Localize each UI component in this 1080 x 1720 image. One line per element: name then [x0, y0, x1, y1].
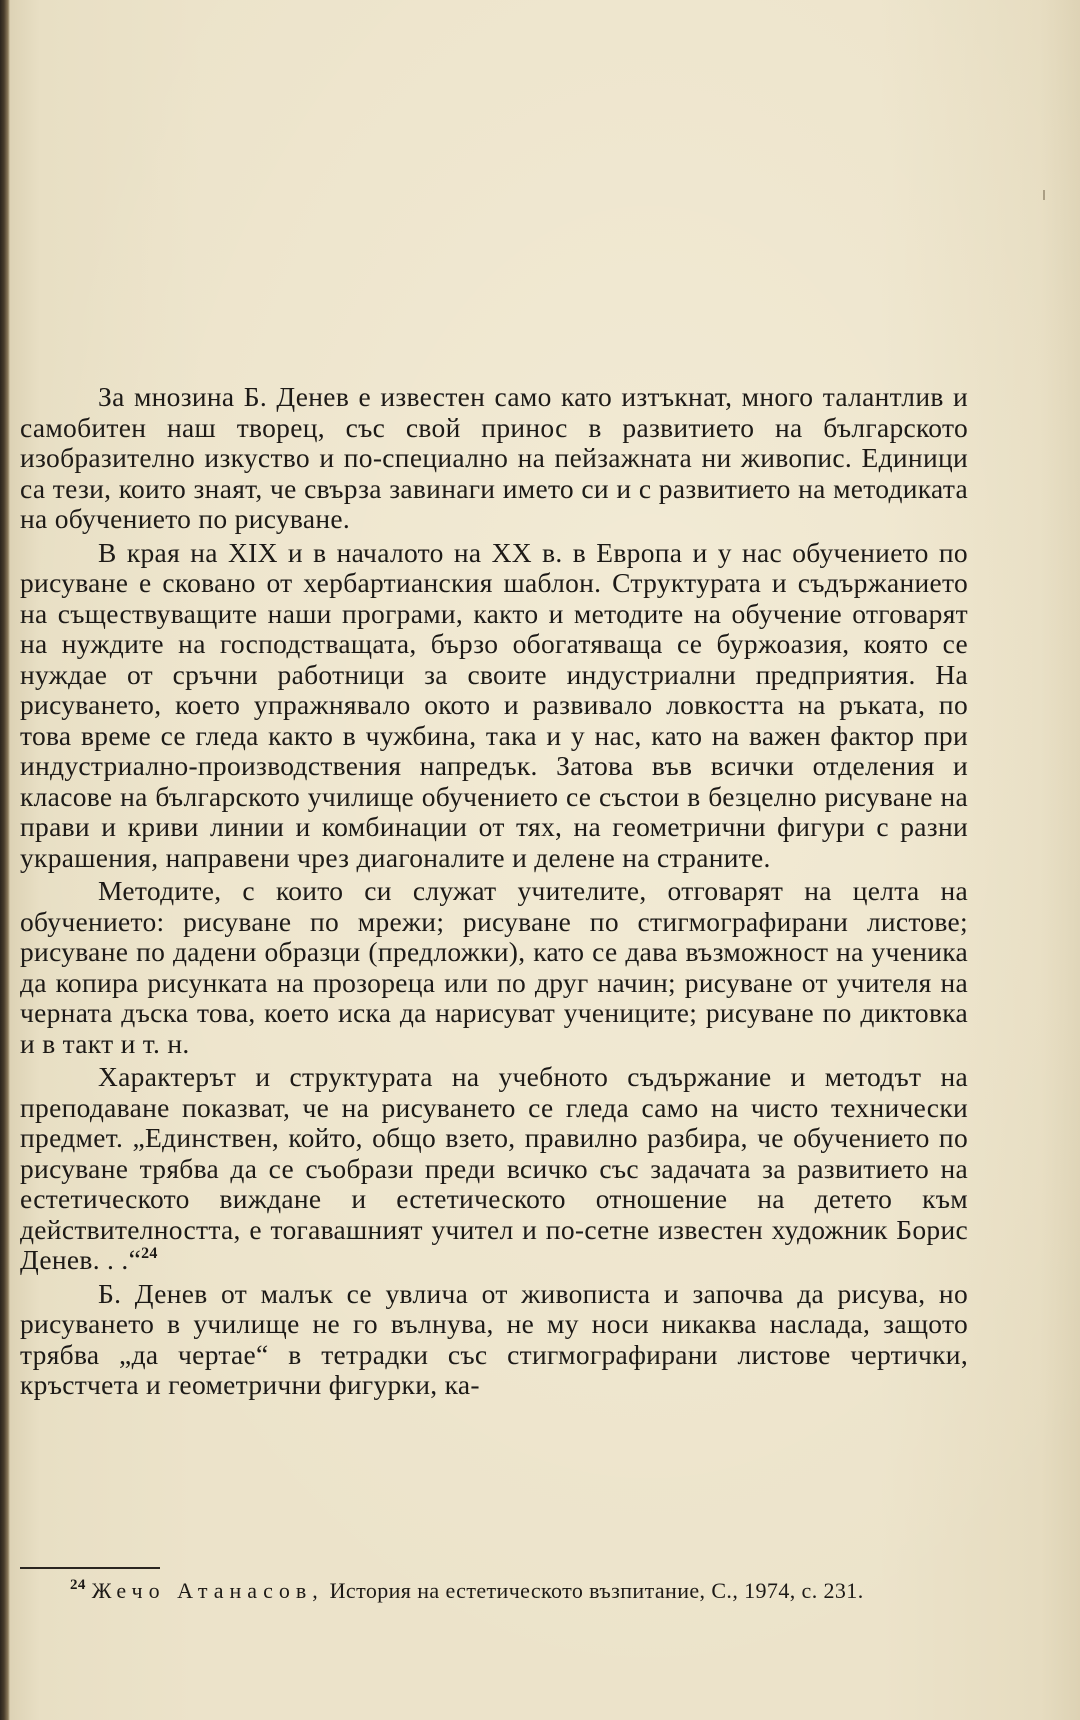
paragraph-text: Характерът и структурата на учебното съдържание и методът на преподаване показват, че на рисуването се гледа само на чисто технически предмет. „Единствен, който, общо взето, правилно разбира, че обучението по рисуване трябва да се съобрази преди всичко със задачата за развитието на естетическото виждане и естетическото отношение на детето към действителността, е тогавашният учител и по-сетне известен художник Борис Денев. . .“	[20, 1061, 968, 1275]
paragraph: Б. Денев от малък се увлича от живописта и започва да рисува, но рисуването в училище не го вълнува, не му носи никаква наслада, защото трябва „да чертае“ в тетрадки със стигмографирани листове чертички, кръстчета и геометрични фигурки, ка-	[20, 1277, 968, 1400]
paragraph: В края на XIX и в началото на XX в. в Европа и у нас обучението по рисуване е сковано от хербартианския шаблон. Структурата и съдържанието на съществуващите наши програми, както и методите на обучение отговарят на нуждите на господстващата, бързо обогатяваща се буржоазия, която се нуждае от сръчни работници за своите индустриални предприятия. На рисуването, което упражнявало окото и развивало ловкостта на ръката, по това време се гледа както в чужбина, така и у нас, като на важен фактор при индустриално-производствения напредък. Затова във всички отделения и класове на българското училище обучението се състои в безцелно рисуване на прави и криви линии и комбинации от тях, на геометрични фигури с разни украшения, направени чрез диагоналите и делене на страните.	[20, 536, 968, 873]
paragraph	[20, 1062, 968, 1276]
page-binding-edge	[0, 0, 10, 1720]
paragraph: За мнозина Б. Денев е известен само като изтъкнат, много талантлив и самобитен наш творец, със свой принос в развитието на българското изобразително изкуство и по-специално на пейзажната ни живопис. Единици са тези, които знаят, че свърза завинаги името си и с развитието на методиката на обучението по рисуване.	[20, 381, 968, 534]
main-text	[20, 382, 968, 1404]
paragraph: Методите, с които си служат учителите, отговарят на целта на обучението: рисуване по мрежи; рисуване по стигмографирани листове; рисуване по дадени образци (предложки), като се дава възможност на ученика да копира рисунката на прозореца или по друг начин; рисуване от учителя на черната дъска това, което иска да нарисуват учениците; рисуване по диктовка и в такт и т. н.	[20, 875, 968, 1059]
paper-speck	[1043, 190, 1045, 200]
footnote: 24 Жечо Атанасов, История на естетическото възпитание, С., 1974, с. 231.	[70, 1577, 864, 1603]
footnote-reference: 24	[141, 1245, 158, 1262]
footnote-text: История на естетическото възпитание, С., 1974, с. 231.	[329, 1578, 864, 1603]
footnote-rule	[20, 1567, 160, 1569]
footnote-author: Жечо Атанасов,	[91, 1578, 324, 1603]
